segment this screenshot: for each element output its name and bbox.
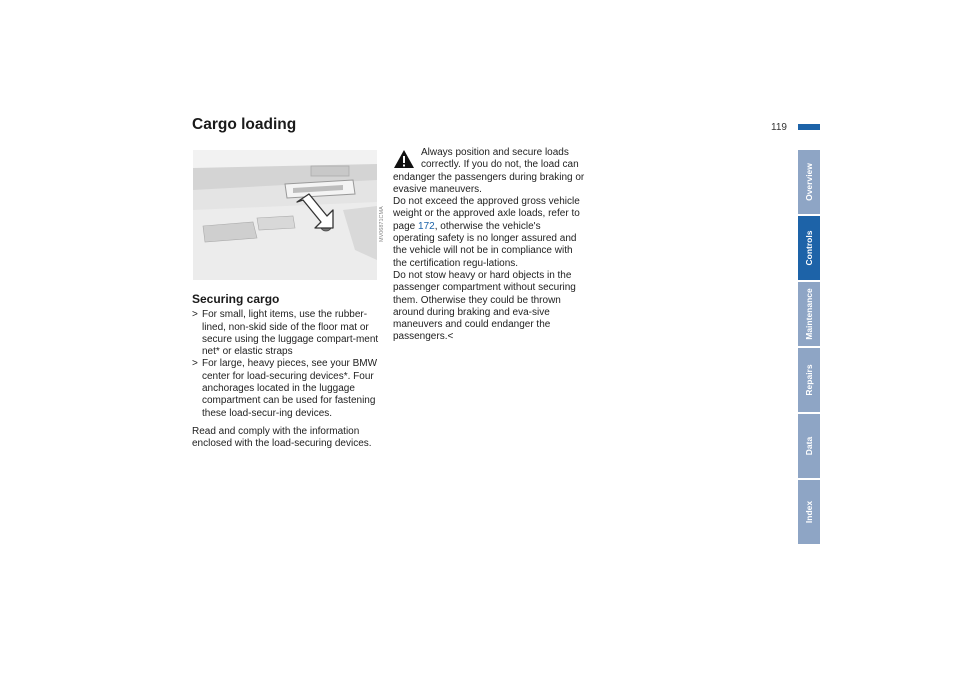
end-mark: < [447,331,454,343]
tab-label: Maintenance [804,288,814,340]
tab-data[interactable] [798,414,820,478]
page-title: Cargo loading [192,116,297,133]
securing-cargo-section [192,293,382,451]
warning-text-3 [393,270,585,344]
tab-label: Repairs [804,364,814,396]
page-reference-link[interactable]: 172 [418,220,435,232]
bullet-item [192,358,382,419]
warning-text-2-start: Do not exceed the approved gross vehicle weight or the approved axle loads, refer to page [393,196,580,232]
chapter-tabs [798,150,820,546]
page-number-bar [798,124,820,130]
tab-maintenance[interactable] [798,282,820,346]
warning-block [393,147,585,344]
tab-controls[interactable] [798,216,820,280]
figure-code: MV06871CMA [379,206,385,242]
luggage-anchorage-illustration [193,150,377,280]
bullet-item [192,309,382,358]
tab-overview[interactable] [798,150,820,214]
tab-label: Data [804,436,814,456]
bullet-mark: > [192,358,198,370]
warning-text-2-end: , otherwise the vehicle's operating safety is no longer assured and the vehicle will not be in compliance with the certification regu-lations. [393,220,577,269]
tab-index[interactable] [798,480,820,544]
section-heading: Securing cargo [192,292,280,306]
bullet-text: For small, light items, use the rubber-lined, non-skid side of the floor mat or secure using the luggage compart-ment net* or elastic straps [202,309,379,358]
tab-label: Index [804,500,814,524]
bullet-mark: > [192,309,198,321]
page-number: 119 [771,122,787,133]
warning-text-3-body: Do not stow heavy or hard objects in the passenger compartment without securing them. Otherwise they could be thrown around during braking and eva-sive maneuvers and could endanger the passengers. [393,269,576,343]
tab-label: Overview [804,163,814,201]
warning-text-1: Always position and secure loads correctly. If you do not, the load can endanger the passengers during braking or evasive maneuvers. [393,147,585,195]
tab-label: Controls [804,230,814,266]
bullet-text: For large, heavy pieces, see your BMW center for load-securing devices*. Four anchorages located in the luggage compartment can be used for fastening these load-secur-ing devices. [202,358,378,419]
tab-repairs[interactable] [798,348,820,412]
body-paragraph: Read and comply with the information enclosed with the load-securing devices. [192,425,372,450]
warning-text-2 [393,196,585,270]
warning-triangle-icon [393,149,415,169]
